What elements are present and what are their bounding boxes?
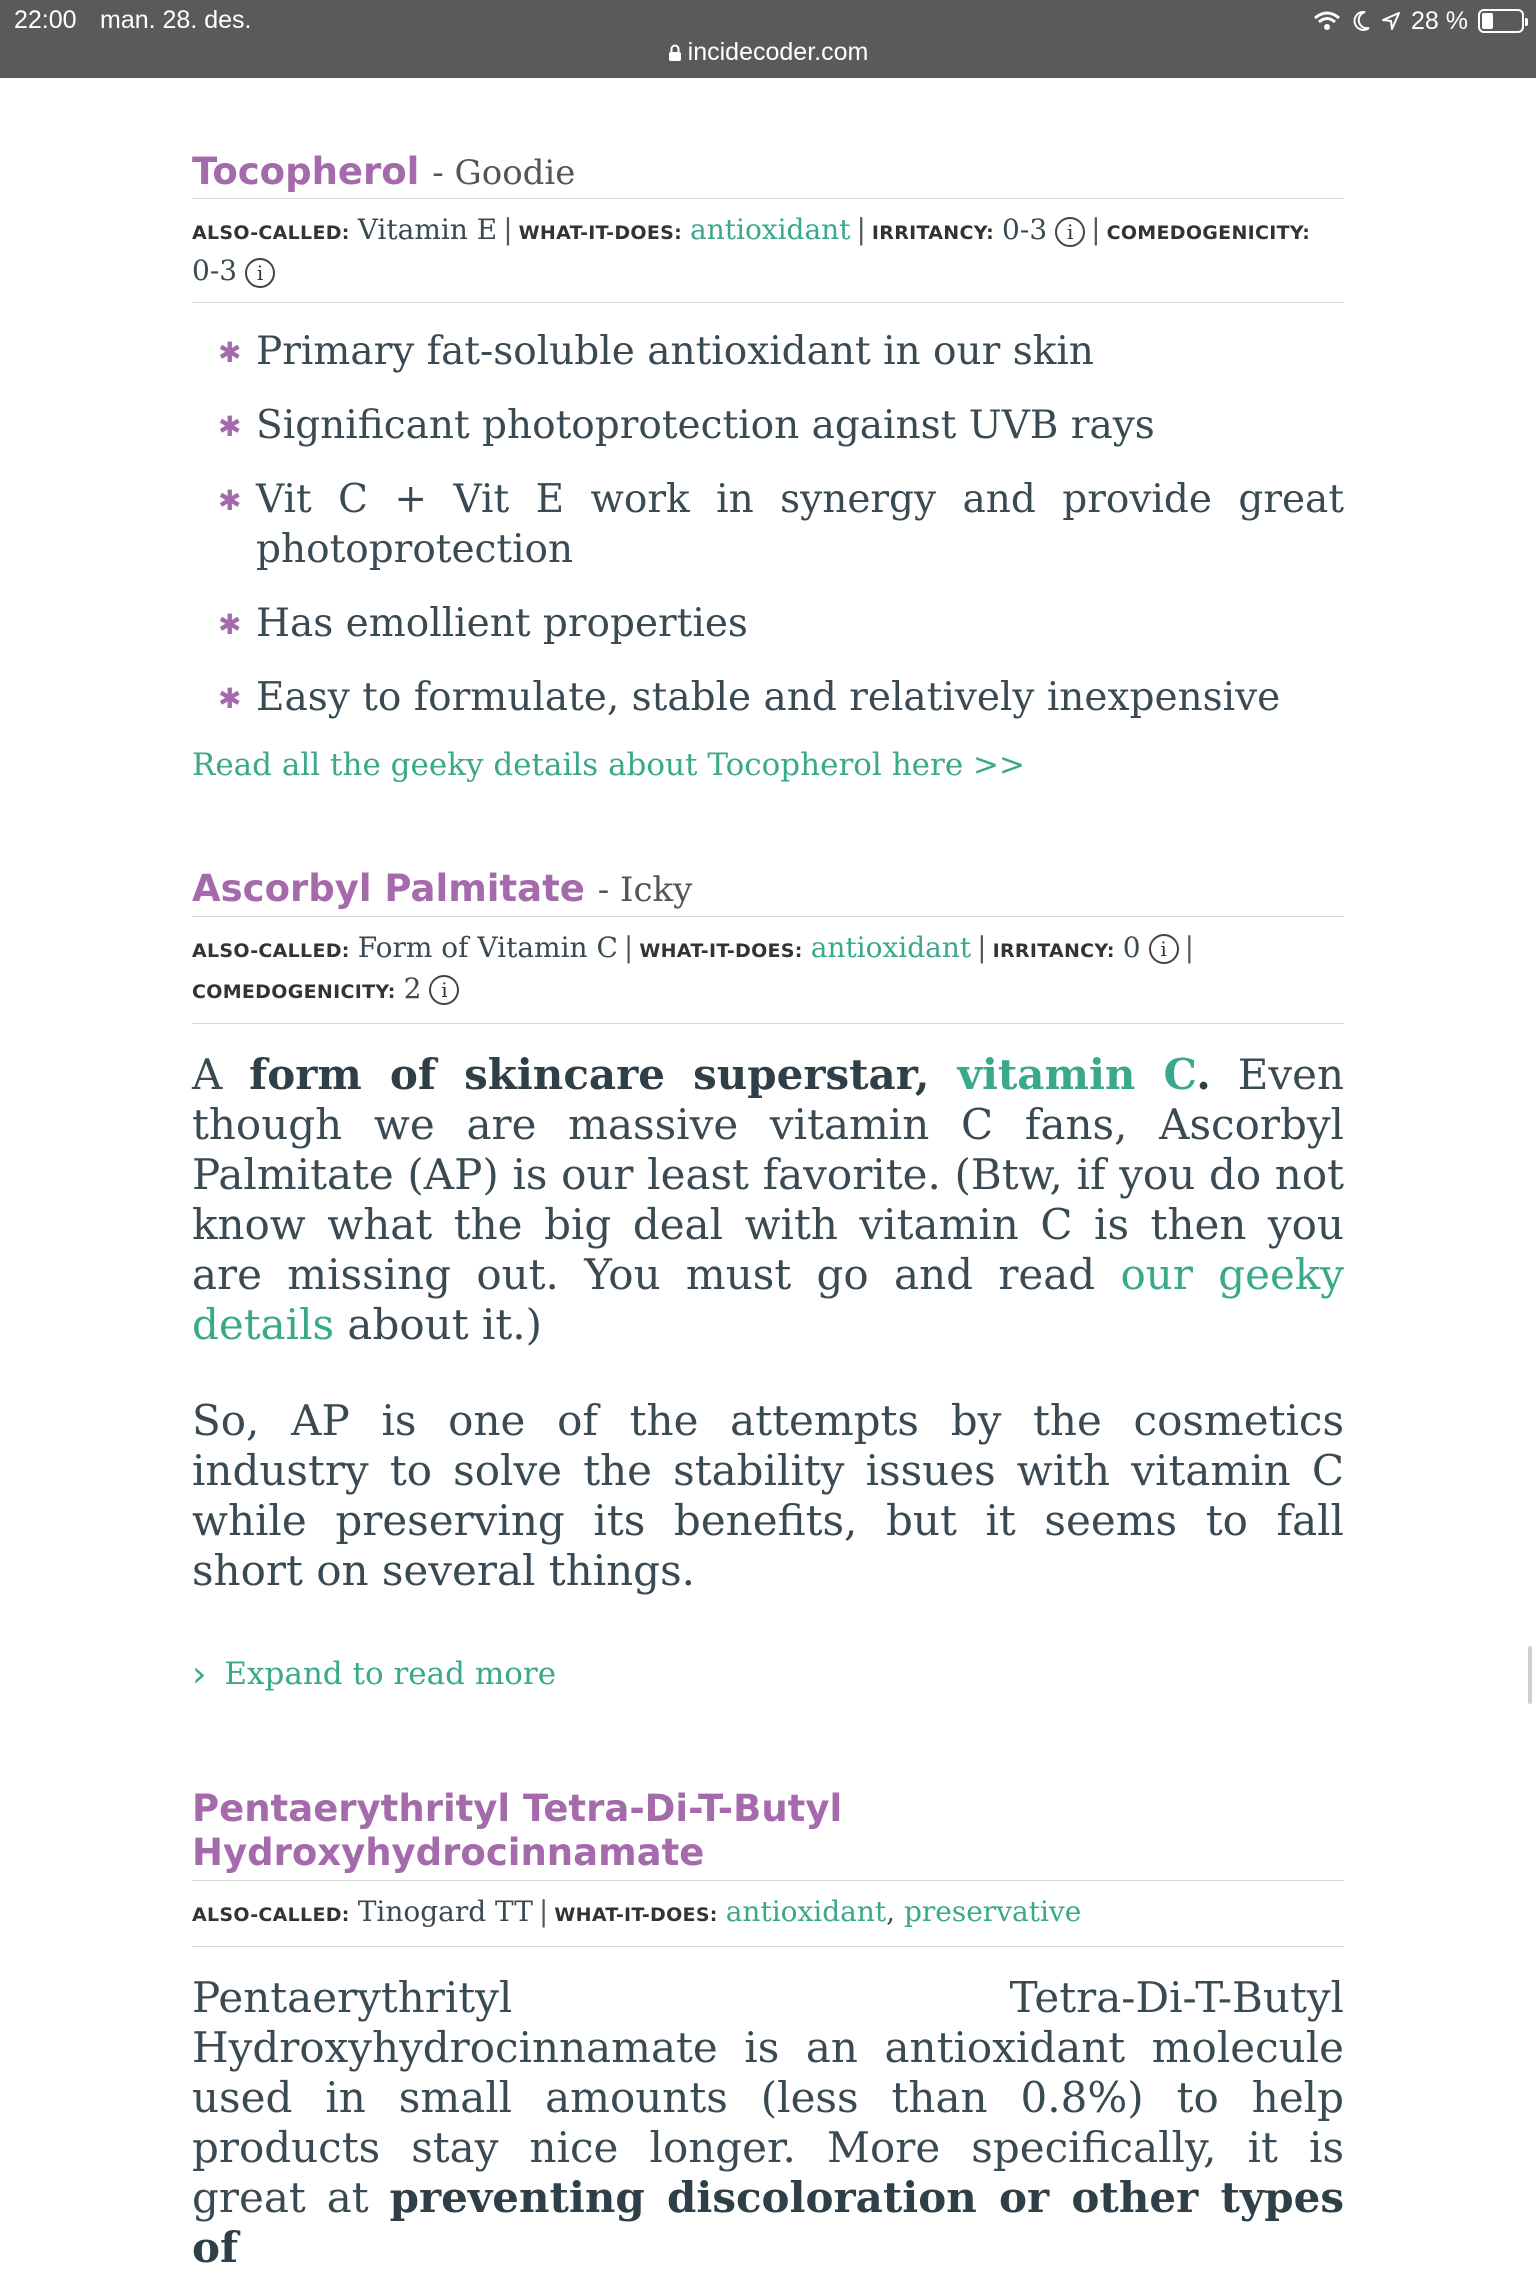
bold-text: preventing discoloration or other types of <box>192 2172 1344 2272</box>
benefits-list <box>192 303 1344 723</box>
wifi-icon <box>1313 10 1341 32</box>
ingredient-pentaerythrityl <box>192 1787 1344 2273</box>
moon-icon <box>1351 10 1371 32</box>
also-called-label: ALSO-CALLED: <box>192 939 350 962</box>
irritancy-value: 0 <box>1122 930 1141 964</box>
star-bullet-icon: ✱ <box>218 608 242 642</box>
scrollbar[interactable] <box>1528 1646 1532 1704</box>
ingredient-name-link[interactable]: Ascorbyl Palmitate <box>192 867 585 911</box>
ingredient-name-link[interactable]: Tocopherol <box>192 150 420 193</box>
separator: | <box>623 930 634 964</box>
lock-icon <box>668 44 682 62</box>
status-icons <box>1313 6 1524 36</box>
comedogenicity-label: COMEDOGENICITY: <box>192 980 396 1003</box>
separator: | <box>1091 213 1101 247</box>
read-more-link[interactable]: Read all the geeky details about Tocopherol here >> <box>192 747 1025 784</box>
what-it-does-label: WHAT-IT-DOES: <box>518 222 683 245</box>
ingredient-rating: - Goodie <box>432 153 576 193</box>
description-paragraph: Pentaerythrityl Tetra-Di-T-Butyl Hydroxyhydrocinnamate is an antioxidant molecule used in small amounts (less than 0.8%) to help products stay nice longer. More specifically, it is great at preventing discoloration or other types of <box>192 1972 1344 2272</box>
irritancy-label: IRRITANCY: <box>871 222 995 245</box>
comedogenicity-value: 0-3 <box>192 254 238 288</box>
ingredient-tocopherol <box>192 150 1344 783</box>
ingredient-title <box>192 150 1344 199</box>
what-it-does-label: WHAT-IT-DOES: <box>639 939 803 962</box>
also-called-label: ALSO-CALLED: <box>192 222 350 245</box>
comedogenicity-label: COMEDOGENICITY: <box>1106 222 1311 245</box>
status-time: 22:00 <box>14 6 77 34</box>
location-arrow-icon <box>1381 11 1401 31</box>
separator: | <box>538 1894 549 1928</box>
battery-icon <box>1478 9 1524 33</box>
info-icon[interactable]: i <box>245 258 275 288</box>
also-called-value: Vitamin E <box>357 213 498 247</box>
function-link-antioxidant[interactable]: antioxidant <box>725 1894 887 1928</box>
vitamin-c-link[interactable]: vitamin C <box>957 1049 1197 1099</box>
irritancy-label: IRRITANCY: <box>992 939 1115 962</box>
list-item: ✱ Primary fat-soluble antioxidant in our skin <box>218 327 1344 377</box>
description-paragraph: A form of skincare superstar, vitamin C. Even though we are massive vitamin C fans, Ascorbyl Palmitate (AP) is our least favorite. (Btw, if you do not know what the big deal with vitamin C is then you are missing out. You must go and read our geeky details about it.) <box>192 1049 1344 1349</box>
geeky-details-link[interactable]: our geeky details <box>192 1249 1344 1349</box>
function-link-antioxidant[interactable]: antioxidant <box>810 930 972 964</box>
also-called-label: ALSO-CALLED: <box>192 1903 350 1926</box>
ingredient-rating: - Icky <box>597 870 693 911</box>
separator: | <box>1184 930 1194 964</box>
list-item: ✱ Has emollient properties <box>218 599 1344 649</box>
what-it-does-label: WHAT-IT-DOES: <box>554 1903 718 1926</box>
ingredient-meta <box>192 917 1344 1024</box>
ingredient-title <box>192 867 1344 916</box>
star-bullet-icon: ✱ <box>218 484 242 518</box>
info-icon[interactable]: i <box>1149 934 1179 964</box>
list-item: ✱ Easy to formulate, stable and relatively inexpensive <box>218 673 1344 723</box>
list-item: ✱ Vit C + Vit E work in synergy and provide great photoprotection <box>218 477 1344 573</box>
status-bar <box>0 0 1536 78</box>
info-icon[interactable]: i <box>429 975 459 1005</box>
chevron-right-icon: › <box>192 1653 207 1695</box>
description-paragraph: So, AP is one of the attempts by the cosmetics industry to solve the stability issues with vitamin C while preserving its benefits, but it seems to fall short on several things. <box>192 1395 1344 1595</box>
ingredient-meta: ALSO-CALLED: Tinogard TT | WHAT-IT-DOES: antioxidant, preservative <box>192 1881 1344 1947</box>
list-item: ✱ Significant photoprotection against UVB rays <box>218 401 1344 451</box>
bold-text: form of skincare superstar, <box>249 1049 958 1099</box>
separator: | <box>977 930 987 964</box>
expand-button[interactable] <box>192 1654 1344 1695</box>
ingredient-name-link[interactable]: Pentaerythrityl Tetra-Di-T-Butyl Hydroxyhydrocinnamate <box>192 1786 843 1875</box>
irritancy-value: 0-3 <box>1002 213 1048 247</box>
url-text: incidecoder.com <box>687 38 869 66</box>
page-content <box>192 150 1344 2273</box>
status-date: man. 28. des. <box>100 6 252 34</box>
battery-percent: 28 % <box>1411 6 1468 35</box>
function-link-preservative[interactable]: preservative <box>903 1894 1082 1928</box>
expand-label: Expand to read more <box>224 1656 557 1693</box>
also-called-value: Form of Vitamin C <box>357 930 618 964</box>
info-icon[interactable]: i <box>1055 217 1085 247</box>
separator: | <box>856 213 866 247</box>
star-bullet-icon: ✱ <box>218 336 242 370</box>
comedogenicity-value: 2 <box>403 971 422 1005</box>
ingredient-title <box>192 1787 1344 1881</box>
function-link-antioxidant[interactable]: antioxidant <box>690 213 851 247</box>
ingredient-ascorbyl-palmitate <box>192 867 1344 1694</box>
star-bullet-icon: ✱ <box>218 410 242 444</box>
address-bar[interactable] <box>0 38 1536 67</box>
also-called-value: Tinogard TT <box>357 1894 533 1928</box>
star-bullet-icon: ✱ <box>218 682 242 716</box>
ingredient-meta <box>192 199 1344 303</box>
separator: | <box>503 213 513 247</box>
